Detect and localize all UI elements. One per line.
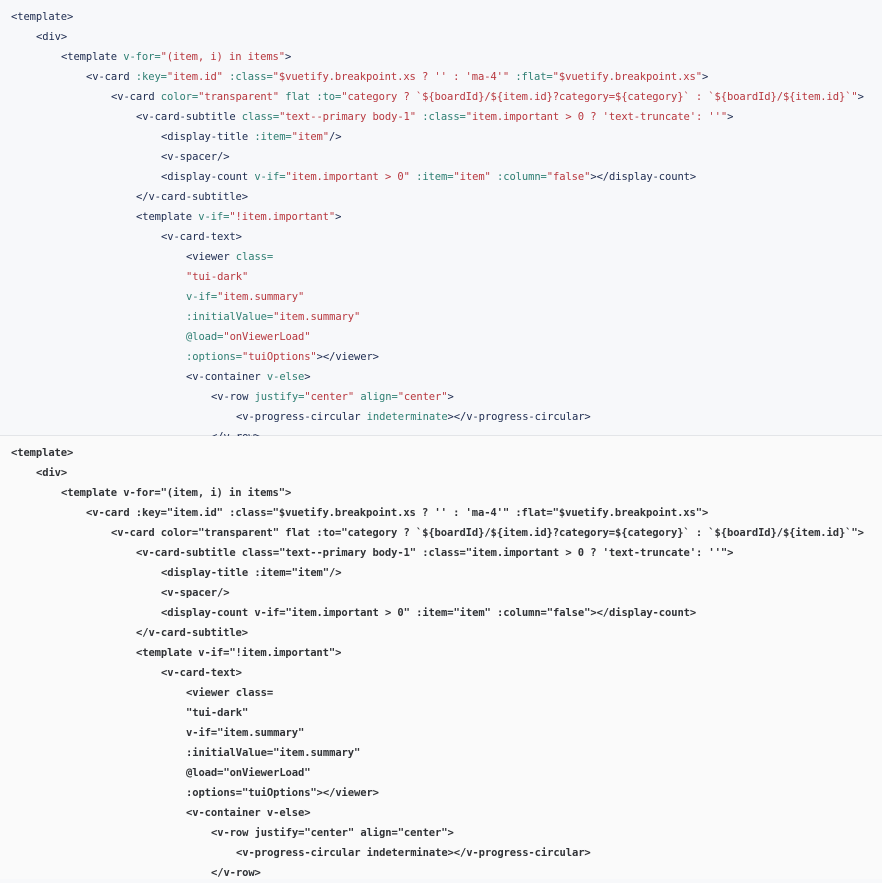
code-line [0,267,882,287]
code-token-tag: <v-progress-circular [236,847,367,859]
code-token-tag: <div> [36,467,68,479]
code-token-str: "!item.important" [229,647,336,659]
code-token-attr: :class= [416,547,466,559]
code-token-attr: v-else [266,371,305,383]
code-token-str: "$vuetify.breakpoint.xs ? '' : 'ma-4'" [272,71,510,83]
code-token-tag: ></viewer> [316,787,379,799]
code-token-attr: :item= [254,567,292,579]
code-token-str: "text--primary body-1" [279,111,416,123]
code-token-attr: align= [354,827,398,839]
code-token-str: "tuiOptions" [242,351,317,363]
code-token-attr: flat :to= [279,91,342,103]
code-token-str: "onViewerLoad" [223,331,311,343]
code-token-str: "item.id" [166,71,223,83]
code-token-tag: <v-card [111,527,161,539]
code-token-str: "tui-dark" [186,271,249,283]
code-token-tag: <template> [11,11,74,23]
code-line [0,147,882,167]
code-token-tag: > [285,487,292,499]
code-line [0,47,882,67]
code-line [0,287,882,307]
code-token-str: "item.important > 0" [285,607,410,619]
code-token-attr: align= [354,391,398,403]
code-token-str: "item.id" [166,507,223,519]
code-token-tag: > [857,91,864,103]
code-line [0,543,882,563]
code-token-str: "false" [546,607,591,619]
code-token-attr: :item= [409,607,454,619]
code-token-attr: :class= [416,111,466,123]
code-token-attr: :flat= [509,71,553,83]
code-line [0,347,882,367]
code-token-tag: > [701,507,709,519]
code-token-tag: > [285,51,292,63]
code-token-tag: <v-card-subtitle [136,547,242,559]
code-token-str: "item.important > 0 ? 'text-truncate': ''" [465,547,728,559]
code-token-str: "center" [397,391,448,403]
code-token-tag: /> [329,131,342,143]
code-token-attr: color= [160,91,199,103]
code-line [0,563,882,583]
code-line [0,167,882,187]
code-line [0,7,882,27]
code-token-str: "item.important > 0" [285,171,410,183]
code-token-attr: @load= [186,767,224,779]
code-token-attr: color= [160,527,199,539]
code-token-str: "item.important > 0 ? 'text-truncate': ''" [465,111,728,123]
code-token-tag: <v-container [186,371,267,383]
code-token-tag: > [447,391,454,403]
code-token-attr: :options= [186,787,242,799]
code-token-tag: <v-card-subtitle [136,111,242,123]
code-token-attr: v-for= [123,51,161,63]
code-panel-plain [0,436,882,879]
code-token-tag: <v-progress-circular [236,411,367,423]
code-line [0,227,882,247]
code-token-tag: <template> [11,447,74,459]
code-token-tag: ></display-count> [590,607,697,619]
code-token-tag: > [304,807,311,819]
code-token-attr: @load= [186,331,224,343]
code-token-str: "item.summary" [273,311,361,323]
code-token-tag: <display-count [161,171,255,183]
code-token-tag: ></v-progress-circular> [447,847,591,859]
code-line [0,107,882,127]
code-token-str: "text--primary body-1" [279,547,416,559]
code-token-attr: v-if= [198,647,230,659]
code-line [0,463,882,483]
code-line [0,843,882,863]
code-token-attr: :column= [490,607,547,619]
code-token-tag: ></v-progress-circular> [447,411,591,423]
code-token-tag: </v-card-subtitle> [136,191,248,203]
code-token-tag: > [447,827,454,839]
code-line [0,407,882,427]
code-line [0,803,882,823]
code-token-tag: ></viewer> [316,351,379,363]
code-token-tag: <v-card-text> [161,231,242,243]
code-token-attr: v-for= [123,487,161,499]
code-token-str: "item" [453,607,491,619]
code-token-attr: justify= [254,391,305,403]
code-token-str: "item.summary" [273,747,361,759]
code-token-tag: </v-card-subtitle> [136,627,248,639]
code-token-attr: :initialValue= [186,311,274,323]
code-token-tag: > [304,371,311,383]
code-token-str: "false" [546,171,591,183]
code-token-str: "item" [291,131,330,143]
code-token-str: "center" [304,827,355,839]
code-token-attr: v-if= [186,291,218,303]
code-line [0,367,882,387]
code-token-tag: <display-title [161,567,255,579]
code-line [0,783,882,803]
code-token-str: "!item.important" [229,211,336,223]
code-token-attr: :key= [135,507,167,519]
code-token-tag: <display-title [161,131,255,143]
code-token-attr: v-else [266,807,305,819]
code-line [0,623,882,643]
code-token-tag: </v-row> [211,867,261,879]
code-line [0,247,882,267]
code-token-str: "category ? `${boardId}/${item.id}?category=${category}` : `${boardId}/${item.id}`" [341,527,858,539]
code-line [0,583,882,603]
code-line [0,27,882,47]
code-token-str: "item.summary" [217,291,305,303]
code-token-attr: class= [235,687,274,699]
code-line [0,703,882,723]
code-line [0,743,882,763]
code-token-str: "category ? `${boardId}/${item.id}?category=${category}` : `${boardId}/${item.id}`" [341,91,858,103]
code-line [0,443,882,463]
code-line [0,127,882,147]
code-token-str: "(item, i) in items" [160,487,285,499]
code-line [0,823,882,843]
code-token-str: "center" [304,391,355,403]
code-token-tag: > [335,211,342,223]
code-token-tag: > [727,111,734,123]
code-line [0,603,882,623]
code-token-tag: <v-card-text> [161,667,242,679]
code-line [0,207,882,227]
code-line [0,307,882,327]
code-line [0,683,882,703]
code-token-attr: class= [241,111,280,123]
code-token-tag: > [701,71,709,83]
code-token-attr: :column= [490,171,547,183]
code-token-str: "$vuetify.breakpoint.xs ? '' : 'ma-4'" [272,507,510,519]
code-token-tag: <v-spacer/> [161,151,230,163]
code-token-str: "$vuetify.breakpoint.xs" [552,71,702,83]
code-token-attr: :flat= [509,507,553,519]
code-token-str: "tui-dark" [186,707,249,719]
code-token-attr: v-if= [198,211,230,223]
code-token-tag: > [857,527,864,539]
code-token-str: "$vuetify.breakpoint.xs" [552,507,702,519]
code-token-tag: <v-spacer/> [161,587,230,599]
code-token-tag: /> [329,567,342,579]
code-token-tag: > [727,547,734,559]
code-token-tag: <v-container [186,807,267,819]
code-token-attr: v-if= [254,607,286,619]
code-line [0,763,882,783]
code-token-attr: :item= [409,171,454,183]
code-token-attr: class= [241,547,280,559]
code-token-str: "transparent" [198,91,280,103]
code-token-tag: <div> [36,31,68,43]
code-token-tag: <viewer [186,687,236,699]
code-line [0,483,882,503]
code-token-str: "item" [291,567,330,579]
code-token-tag: <v-card [111,91,161,103]
code-token-tag: <v-row [211,391,255,403]
code-token-tag: <template [136,211,199,223]
code-block [0,436,882,883]
code-token-tag: <template [136,647,199,659]
code-line [0,387,882,407]
code-token-attr: flat :to= [279,527,342,539]
code-token-attr: class= [235,251,274,263]
code-token-str: "(item, i) in items" [160,51,285,63]
code-token-attr: :class= [222,71,273,83]
code-panel-highlighted [0,0,882,436]
code-line [0,327,882,347]
code-token-attr: :options= [186,351,242,363]
code-token-attr: v-if= [254,171,286,183]
code-token-str: "transparent" [198,527,280,539]
code-token-tag: <viewer [186,251,236,263]
code-token-tag: <v-row [211,827,255,839]
code-token-tag: <template [61,487,124,499]
code-token-tag: > [335,647,342,659]
code-token-str: "tuiOptions" [242,787,317,799]
code-token-str: "item.summary" [217,727,305,739]
code-line [0,503,882,523]
code-token-str: "onViewerLoad" [223,767,311,779]
code-line [0,187,882,207]
code-token-attr: v-if= [186,727,218,739]
code-token-attr: :class= [222,507,273,519]
code-line [0,643,882,663]
code-line [0,723,882,743]
code-line [0,67,882,87]
code-token-str: "center" [397,827,448,839]
code-token-tag: <v-card [86,71,136,83]
code-token-attr: :initialValue= [186,747,274,759]
code-line [0,523,882,543]
code-token-attr: :key= [135,71,167,83]
code-token-str: "item" [453,171,491,183]
code-line [0,663,882,683]
code-token-attr: justify= [254,827,305,839]
code-token-attr: :item= [254,131,292,143]
code-token-tag: <v-card [86,507,136,519]
code-token-attr: indeterminate [366,411,448,423]
code-token-tag: ></display-count> [590,171,697,183]
code-line [0,87,882,107]
code-token-attr: indeterminate [366,847,448,859]
code-line [0,863,882,883]
code-token-tag: <display-count [161,607,255,619]
code-token-tag: <template [61,51,124,63]
